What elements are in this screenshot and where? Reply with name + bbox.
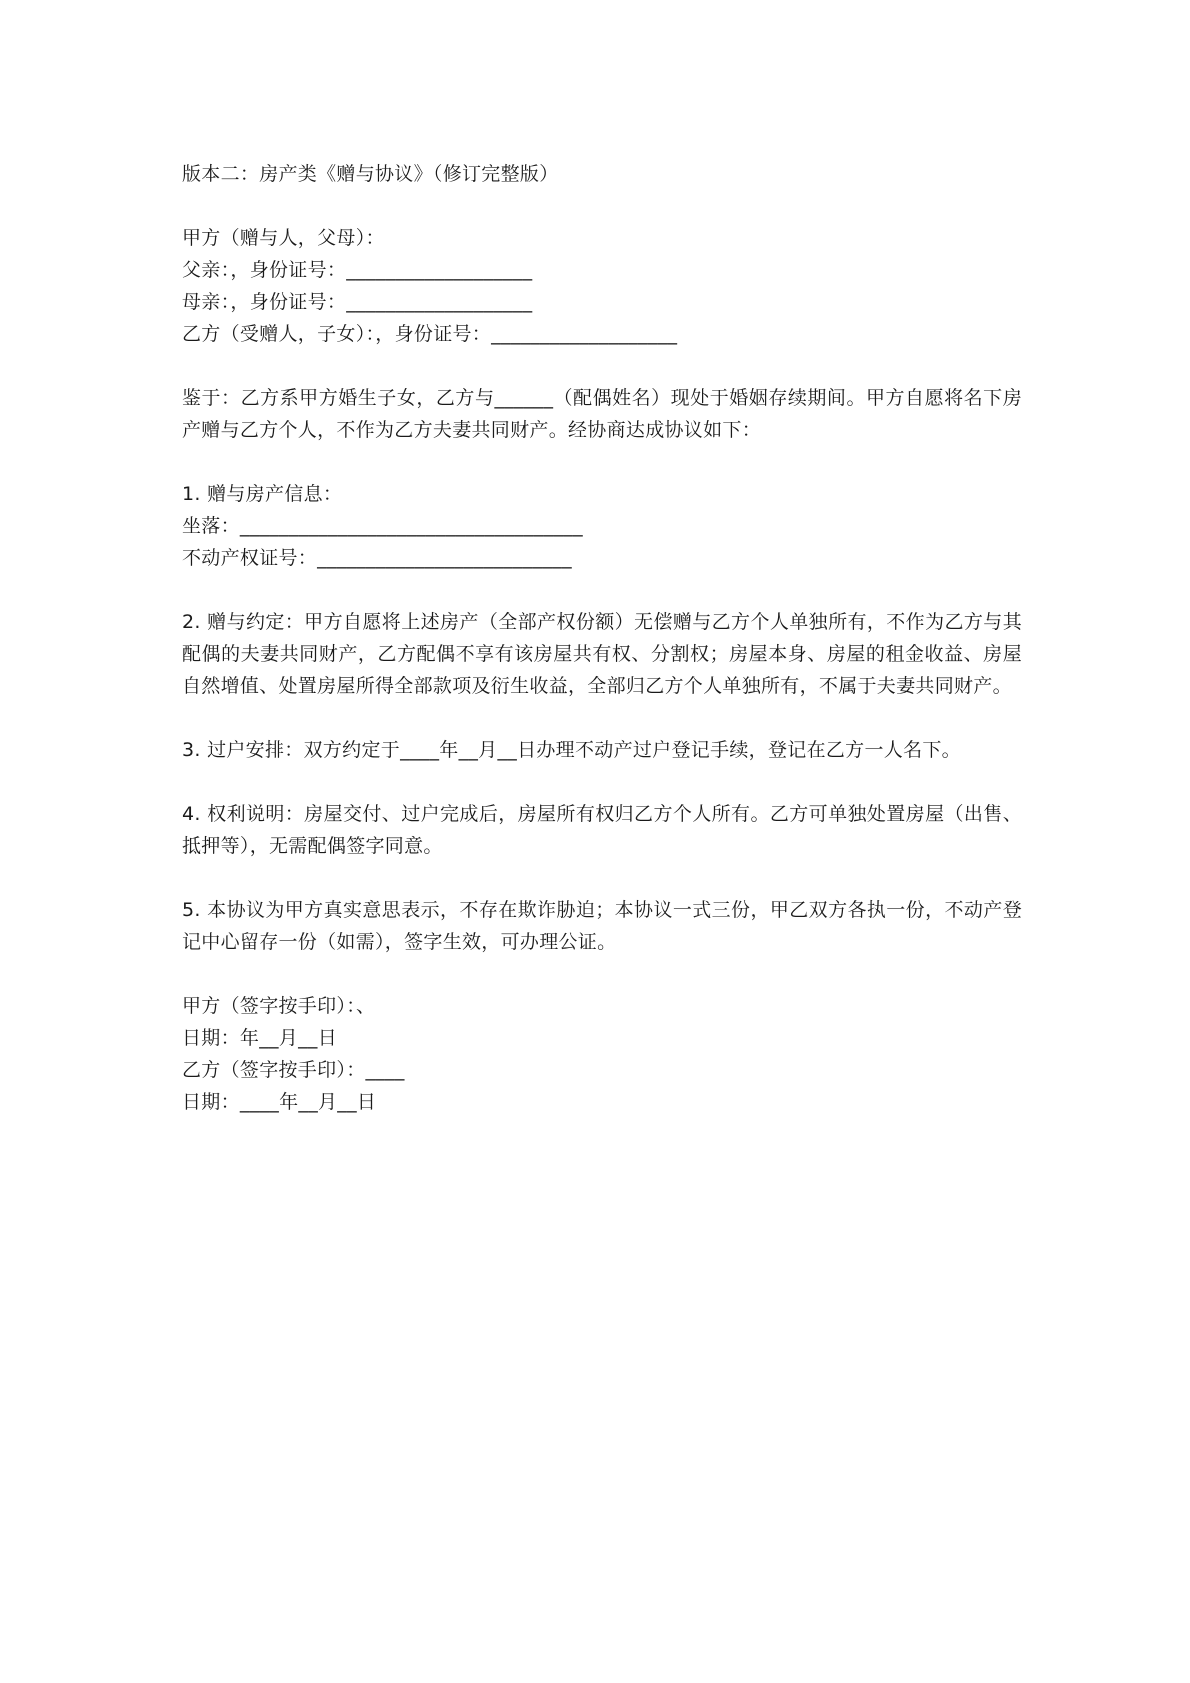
party-a-signature-line: 甲方（签字按手印）：、 (182, 995, 376, 1017)
party-a-date-line: 日期：年__月__日 (182, 1027, 338, 1049)
clause-3-paragraph: 3. 过户安排：双方约定于____年__月__日办理不动产过户登记手续，登记在乙方一人名下。 (182, 739, 961, 761)
party-b-signature-line: 乙方（签字按手印）：____ (182, 1059, 405, 1081)
clause-5-paragraph: 5. 本协议为甲方真实意思表示，不存在欺诈胁迫；本协议一式三份，甲乙双方各执一份，不动产登记中心留存一份（如需），签字生效，可办理公证。 (182, 899, 1022, 953)
party-a-heading: 甲方（赠与人，父母）： (182, 227, 385, 249)
spacer (182, 958, 1022, 990)
preamble-paragraph: 鉴于：乙方系甲方婚生子女，乙方与______（配偶姓名）现处于婚姻存续期间。甲方自愿将名下房产赠与乙方个人，不作为乙方夫妻共同财产。经协商达成协议如下： (182, 387, 1022, 441)
party-b-line: 乙方（受赠人，子女）：，身份证号：___________________ (182, 323, 678, 345)
document-body (182, 158, 1022, 1118)
father-id-line: 父亲：，身份证号：___________________ (182, 259, 533, 281)
spacer (182, 766, 1022, 798)
clause-1-heading: 1. 赠与房产信息： (182, 483, 343, 505)
spacer (182, 190, 1022, 222)
document-title: 版本二：房产类《赠与协议》（修订完整版） (182, 163, 559, 185)
mother-id-line: 母亲：，身份证号：___________________ (182, 291, 533, 313)
property-certificate-line: 不动产权证号：__________________________ (182, 547, 572, 569)
spacer (182, 446, 1022, 478)
spacer (182, 862, 1022, 894)
clause-4-paragraph: 4. 权利说明：房屋交付、过户完成后，房屋所有权归乙方个人所有。乙方可单独处置房屋（出售、抵押等），无需配偶签字同意。 (182, 803, 1022, 857)
property-location-line: 坐落：___________________________________ (182, 515, 583, 537)
spacer (182, 702, 1022, 734)
spacer (182, 574, 1022, 606)
spacer (182, 350, 1022, 382)
clause-2-paragraph: 2. 赠与约定：甲方自愿将上述房产（全部产权份额）无偿赠与乙方个人单独所有，不作为乙方与其配偶的夫妻共同财产，乙方配偶不享有该房屋共有权、分割权；房屋本身、房屋的租金收益、房屋自然增值、处置房屋所得全部款项及衍生收益，全部归乙方个人单独所有，不属于夫妻共同财产。 (182, 611, 1022, 697)
party-b-date-line: 日期：____年__月__日 (182, 1091, 377, 1113)
